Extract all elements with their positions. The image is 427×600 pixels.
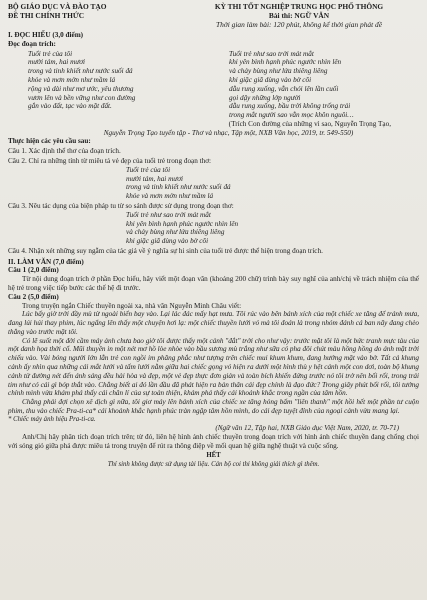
excerpt-citation: (Ngữ văn 12, Tập hai, NXB Giáo dục Việt Nam, 2020, tr. 70-71) — [215, 423, 399, 432]
ministry-name: BỘ GIÁO DỤC VÀ ĐÀO TẠO — [8, 2, 107, 11]
poem-line: trong mắt người sao vẫn mọc khôn nguôi… — [229, 111, 354, 120]
exam-header — [8, 2, 419, 29]
poem-line: khỏe và mơn mởn như mầm lá — [28, 76, 116, 84]
essay-2-title: Câu 2 (5,0 điểm) — [8, 292, 59, 301]
poem-line: Tuổi trẻ như sao trời mát mắt — [229, 49, 314, 58]
essay-2-task: Anh/Chị hãy phân tích đoạn trích trên; từ đó, liên hệ hình ảnh chiếc thuyền trong đoạn trích với hình ảnh chiếc thuyền đang chống chọi với sóng gió giữa phá được miêu tả trong truyện để rút ra thông điệp về mối quan hệ giữa nghệ thuật và cuộc sống. — [8, 432, 419, 450]
footer-note: Thí sinh không được sử dụng tài liệu. Cán bộ coi thi không giải thích gì thêm. — [107, 460, 320, 468]
essay-1-title: Câu 1 (2,0 điểm) — [8, 266, 59, 275]
poem-source-2: Nguyễn Trọng Tạo tuyển tập - Thơ và nhạc, Tập một, NXB Văn học, 2019, tr. 549-550) — [103, 128, 354, 137]
question-3: Câu 3. Nêu tác dụng của biện pháp tu từ so sánh được sử dụng trong đoạn thơ: — [8, 201, 234, 210]
exam-footer — [8, 452, 419, 460]
quote-line: khi giặc giã dùng vào bờ cõi — [126, 237, 209, 246]
part1-title: I. ĐỌC HIỂU (3,0 điểm) — [8, 31, 84, 40]
quote-line: Tuổi trẻ như sao trời mát mắt — [126, 210, 211, 219]
quote-line: Tuổi trẻ của tôi — [126, 165, 171, 174]
poem-left-column — [8, 50, 208, 120]
read-label: Đọc đoạn trích: — [8, 39, 56, 48]
poem-line: vươn lên và bền vững như con đường — [28, 93, 136, 102]
excerpt-paragraph: Lúc bấy giờ trời đầy mù từ ngoài biển bay vào. Lại lác đác mấy hạt mưa. Tôi rúc vào bên bánh xích của một chiếc xe tăng để tránh mưa, đang lúi húi thay phim, lúc ngẩng lên thấy một chuyện hơi lạ: một chiếc thuyền lưới vó mà tôi đoán là trong nhóm đánh cá ban nãy đang chèo thẳng vào trước mặt tôi. — [8, 310, 419, 336]
poem-line: gọi dậy những lớp người — [229, 93, 301, 102]
excerpt-paragraph: Chẳng phải đợi chọn xê dịch gì nữa, tôi giơ máy lên bánh xích của chiếc xe tăng hỏng bấm "liên thanh" một hồi hết một phần tư cuộn phim, thu vào chiếc Pra-ti-ca* cái khoảnh khắc hạnh phúc tràn ngập tâm hồn mình, do cái đẹp tuyệt đỉnh của ngoại cảnh vừa mang lại. — [8, 398, 419, 415]
poem-line: khi yên bình hạnh phúc ngước nhìn lên — [229, 58, 342, 67]
poem-right-column — [219, 50, 419, 120]
task-label: Thực hiện các yêu cầu sau: — [8, 137, 91, 146]
question-2: Câu 2. Chỉ ra những tính từ miêu tả vẻ đẹp của tuổi trẻ trong đoạn thơ: — [8, 157, 212, 166]
excerpt-footnote: * Chiếc máy ảnh hiệu Pra-ti-ca. — [8, 415, 96, 423]
time-label: Thời gian làm bài: 120 phút, không kể thời gian phát đề — [216, 20, 382, 30]
poem-line: và chảy bùng như lửa thiêng liêng — [229, 67, 328, 76]
poem-line: mười tám, hai mươi — [28, 58, 86, 67]
question-2-quote — [8, 166, 419, 201]
subject-label: Bài thi: NGỮ VĂN — [268, 11, 330, 21]
quote-line: và chảy bùng như lửa thiêng liêng — [126, 228, 225, 237]
poem-line: dẫu rung xuống, bầu trời không trống trải — [229, 102, 351, 111]
poem-line: Tuổi trẻ của tôi — [28, 49, 73, 58]
poem-line: gắn vào đất, tạc vào mặt đất. — [28, 102, 112, 111]
poem-line: khi giặc giã dùng vào bờ cõi — [229, 76, 312, 84]
excerpt-paragraph: Có lẽ suốt một đời cầm máy ảnh chưa bao giờ tôi được thấy một cảnh "đắt" trời cho như vậy: trước mặt tôi là một bức tranh mực tàu của một danh họa thời cổ. Mũi thuyền in một nét mơ hồ lòe nhòe vào bầu sương mù trắng như sữa có pha đôi chút màu hồng hồng do ánh mặt trời chiếu vào. Vài bóng người lớn lẫn trẻ con ngồi im phăng phắc như tượng trên chiếc mui khum khum, đang hướng mặt vào bờ. Tất cả khung cảnh ấy nhìn qua những cái mắt lưới và tấm lưới nằm giữa hai chiếc gọng vó hiện ra dưới một hình thù y hệt cánh một con dơi, toàn bộ khung cảnh từ đường nét đến ánh sáng đều hài hòa và đẹp, một vẻ đẹp thực đơn giản và toàn bích khiến đứng trước nó tôi trở nên bối rối, trong trái tim như có cái gì bóp thắt vào. Chẳng biết ai đó lần đầu đã phát hiện ra bản thân cái đẹp chính là đạo đức? Trong giây phút bối rối, tôi tưởng chính mình vừa khám phá thấy cái chân lí của sự toàn thiện, khám phá thấy cái khoảnh khắc trong ngần của tâm hồn. — [8, 336, 419, 398]
quote-line: mười tám, hai mươi — [126, 174, 184, 183]
part2-title: II. LÀM VĂN (7,0 điểm) — [8, 257, 84, 266]
poem-line: dẫu rung xuống, vẫn chói lên lần cuối — [229, 84, 339, 93]
poem-source-1: (Trích Con đường của những vì sao, Nguyễn Trọng Tạo, — [228, 119, 391, 128]
quote-line: trong và tinh khiết như nước suối đá — [126, 183, 231, 192]
essay-1-prompt: Từ nội dung đoạn trích ở phần Đọc hiểu, hãy viết một đoạn văn (khoảng 200 chữ) trình bày suy nghĩ của anh/chị về trách nhiệm của thế hệ trẻ trong việc tiếp bước các thế hệ đi trước. — [8, 275, 419, 292]
header-left — [8, 2, 178, 29]
end-marker: HẾT — [206, 452, 221, 460]
quote-line: khi yên bình hạnh phúc ngước nhìn lên — [126, 219, 239, 228]
poem-line: trong và tinh khiết như nước suối đá — [28, 67, 133, 76]
question-4: Câu 4. Nhận xét những suy ngẫm của tác giả về ý nghĩa sự hi sinh của tuổi trẻ được thể hiện trong đoạn trích. — [8, 246, 323, 255]
official-label: ĐỀ THI CHÍNH THỨC — [8, 11, 85, 21]
essay-2-intro: Trong truyện ngắn Chiếc thuyền ngoài xa, nhà văn Nguyễn Minh Châu viết: — [22, 301, 242, 310]
question-1: Câu 1. Xác định thể thơ của đoạn trích. — [8, 147, 121, 156]
quote-line: khỏe và mơn mởn như mầm lá — [126, 192, 214, 201]
question-3-quote — [8, 211, 419, 246]
exam-name: KỲ THI TỐT NGHIỆP TRUNG HỌC PHỔ THÔNG — [214, 2, 384, 11]
poem-excerpt — [8, 50, 419, 120]
poem-line: rộng và dài như mơ ước, yêu thương — [28, 84, 134, 93]
header-right — [179, 2, 419, 29]
